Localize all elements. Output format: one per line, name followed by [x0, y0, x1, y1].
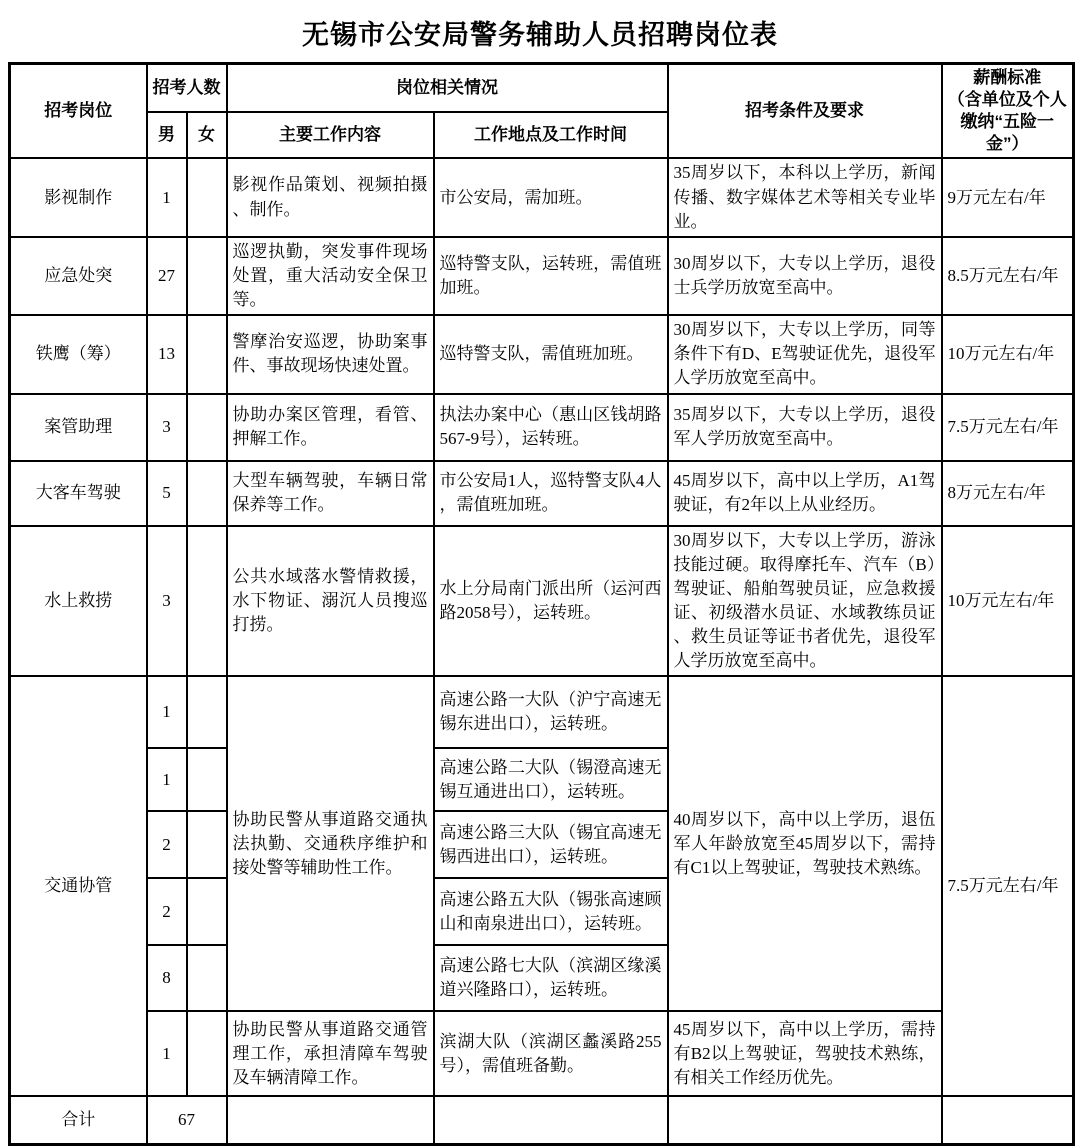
salary-cell: 8.5万元左右/年 [942, 237, 1074, 315]
page-title: 无锡市公安局警务辅助人员招聘岗位表 [302, 20, 778, 50]
table-row [10, 394, 1074, 461]
content-cell: 巡逻执勤，突发事件现场处置，重大活动安全保卫等。 [227, 237, 434, 315]
location-cell: 市公安局1人，巡特警支队4人，需值班加班。 [434, 461, 668, 526]
salary-cell: 10万元左右/年 [942, 315, 1074, 393]
salary-header-line1: 薪酬标准 [973, 68, 1042, 87]
header-row-1 [10, 64, 1074, 113]
location-cell: 高速公路三大队（锡宜高速无锡西进出口），运转班。 [434, 811, 668, 878]
salary-header-note: （含单位及个人缴纳“五险一金”） [947, 90, 1067, 154]
total-row [10, 1096, 1074, 1144]
position-cell: 水上救捞 [10, 526, 147, 677]
position-cell: 影视制作 [10, 158, 147, 236]
table-row [10, 1011, 1074, 1096]
salary-cell: 9万元左右/年 [942, 158, 1074, 236]
location-cell: 滨湖大队（滨湖区蠡溪路255号），需值班备勤。 [434, 1011, 668, 1096]
female-count-cell [187, 315, 227, 393]
recruitment-table [8, 62, 1075, 1146]
col-header-female: 女 [187, 112, 227, 158]
male-count-cell: 1 [147, 1011, 187, 1096]
empty-cell [434, 1096, 668, 1144]
female-count-cell [187, 748, 227, 811]
location-cell: 高速公路一大队（沪宁高速无锡东进出口），运转班。 [434, 676, 668, 748]
total-label: 合计 [10, 1096, 147, 1144]
salary-cell: 7.5万元左右/年 [942, 676, 1074, 1096]
col-header-job-info: 岗位相关情况 [227, 64, 668, 113]
content-cell: 警摩治安巡逻，协助案事件、事故现场快速处置。 [227, 315, 434, 393]
male-count-cell: 3 [147, 394, 187, 461]
requirements-cell: 40周岁以下，高中以上学历，退伍军人年龄放宽至45周岁以下，需持有C1以上驾驶证，驾驶技术熟练。 [668, 676, 942, 1011]
salary-cell: 10万元左右/年 [942, 526, 1074, 677]
female-count-cell [187, 811, 227, 878]
salary-cell: 8万元左右/年 [942, 461, 1074, 526]
requirements-cell: 30周岁以下，大专以上学历，同等条件下有D、E驾驶证优先，退役军人学历放宽至高中。 [668, 315, 942, 393]
table-row [10, 676, 1074, 748]
table-row [10, 461, 1074, 526]
content-cell: 影视作品策划、视频拍摄、制作。 [227, 158, 434, 236]
requirements-cell: 45周岁以下，高中以上学历，需持有B2以上驾驶证，驾驶技术熟练，有相关工作经历优先。 [668, 1011, 942, 1096]
female-count-cell [187, 945, 227, 1011]
location-cell: 水上分局南门派出所（运河西路2058号），运转班。 [434, 526, 668, 677]
male-count-cell: 1 [147, 748, 187, 811]
male-count-cell: 1 [147, 676, 187, 748]
col-header-headcount: 招考人数 [147, 64, 227, 113]
location-cell: 高速公路五大队（锡张高速顾山和南泉进出口），运转班。 [434, 878, 668, 945]
location-cell: 执法办案中心（惠山区钱胡路567-9号），运转班。 [434, 394, 668, 461]
content-cell: 协助民警从事道路交通执法执勤、交通秩序维护和接处警等辅助性工作。 [227, 676, 434, 1011]
male-count-cell: 1 [147, 158, 187, 236]
male-count-cell: 13 [147, 315, 187, 393]
col-header-male: 男 [147, 112, 187, 158]
female-count-cell [187, 878, 227, 945]
col-header-salary [942, 64, 1074, 159]
male-count-cell: 5 [147, 461, 187, 526]
table-row [10, 158, 1074, 236]
content-cell: 公共水域落水警情救援，水下物证、溺沉人员搜巡打捞。 [227, 526, 434, 677]
location-cell: 巡特警支队，需值班加班。 [434, 315, 668, 393]
requirements-cell: 35周岁以下，大专以上学历，退役军人学历放宽至高中。 [668, 394, 942, 461]
total-count: 67 [147, 1096, 227, 1144]
female-count-cell [187, 158, 227, 236]
table-row [10, 237, 1074, 315]
location-cell: 高速公路七大队（滨湖区缘溪道兴隆路口），运转班。 [434, 945, 668, 1011]
position-cell: 铁鹰（筹） [10, 315, 147, 393]
female-count-cell [187, 461, 227, 526]
female-count-cell [187, 676, 227, 748]
male-count-cell: 8 [147, 945, 187, 1011]
position-cell: 交通协管 [10, 676, 147, 1096]
salary-cell: 7.5万元左右/年 [942, 394, 1074, 461]
table-row [10, 526, 1074, 677]
position-cell: 应急处突 [10, 237, 147, 315]
col-header-location: 工作地点及工作时间 [434, 112, 668, 158]
content-cell: 协助办案区管理，看管、押解工作。 [227, 394, 434, 461]
male-count-cell: 3 [147, 526, 187, 677]
male-count-cell: 2 [147, 811, 187, 878]
col-header-requirements: 招考条件及要求 [668, 64, 942, 159]
content-cell: 协助民警从事道路交通管理工作，承担清障车驾驶及车辆清障工作。 [227, 1011, 434, 1096]
content-cell: 大型车辆驾驶，车辆日常保养等工作。 [227, 461, 434, 526]
col-header-position: 招考岗位 [10, 64, 147, 159]
empty-cell [227, 1096, 434, 1144]
male-count-cell: 2 [147, 878, 187, 945]
table-row [10, 315, 1074, 393]
requirements-cell: 45周岁以下，高中以上学历，A1驾驶证，有2年以上从业经历。 [668, 461, 942, 526]
empty-cell [942, 1096, 1074, 1144]
location-cell: 巡特警支队，运转班，需值班加班。 [434, 237, 668, 315]
location-cell: 市公安局，需加班。 [434, 158, 668, 236]
position-cell: 案管助理 [10, 394, 147, 461]
female-count-cell [187, 394, 227, 461]
col-header-content: 主要工作内容 [227, 112, 434, 158]
position-cell: 大客车驾驶 [10, 461, 147, 526]
female-count-cell [187, 1011, 227, 1096]
requirements-cell: 30周岁以下，大专以上学历，游泳技能过硬。取得摩托车、汽车（B）驾驶证、船舶驾驶员证，应急救援证、初级潜水员证、水域教练员证、救生员证等证书者优先，退役军人学历放宽至高中。 [668, 526, 942, 677]
requirements-cell: 35周岁以下，本科以上学历，新闻传播、数字媒体艺术等相关专业毕业。 [668, 158, 942, 236]
requirements-cell: 30周岁以下，大专以上学历，退役士兵学历放宽至高中。 [668, 237, 942, 315]
female-count-cell [187, 237, 227, 315]
location-cell: 高速公路二大队（锡澄高速无锡互通进出口），运转班。 [434, 748, 668, 811]
male-count-cell: 27 [147, 237, 187, 315]
empty-cell [668, 1096, 942, 1144]
female-count-cell [187, 526, 227, 677]
